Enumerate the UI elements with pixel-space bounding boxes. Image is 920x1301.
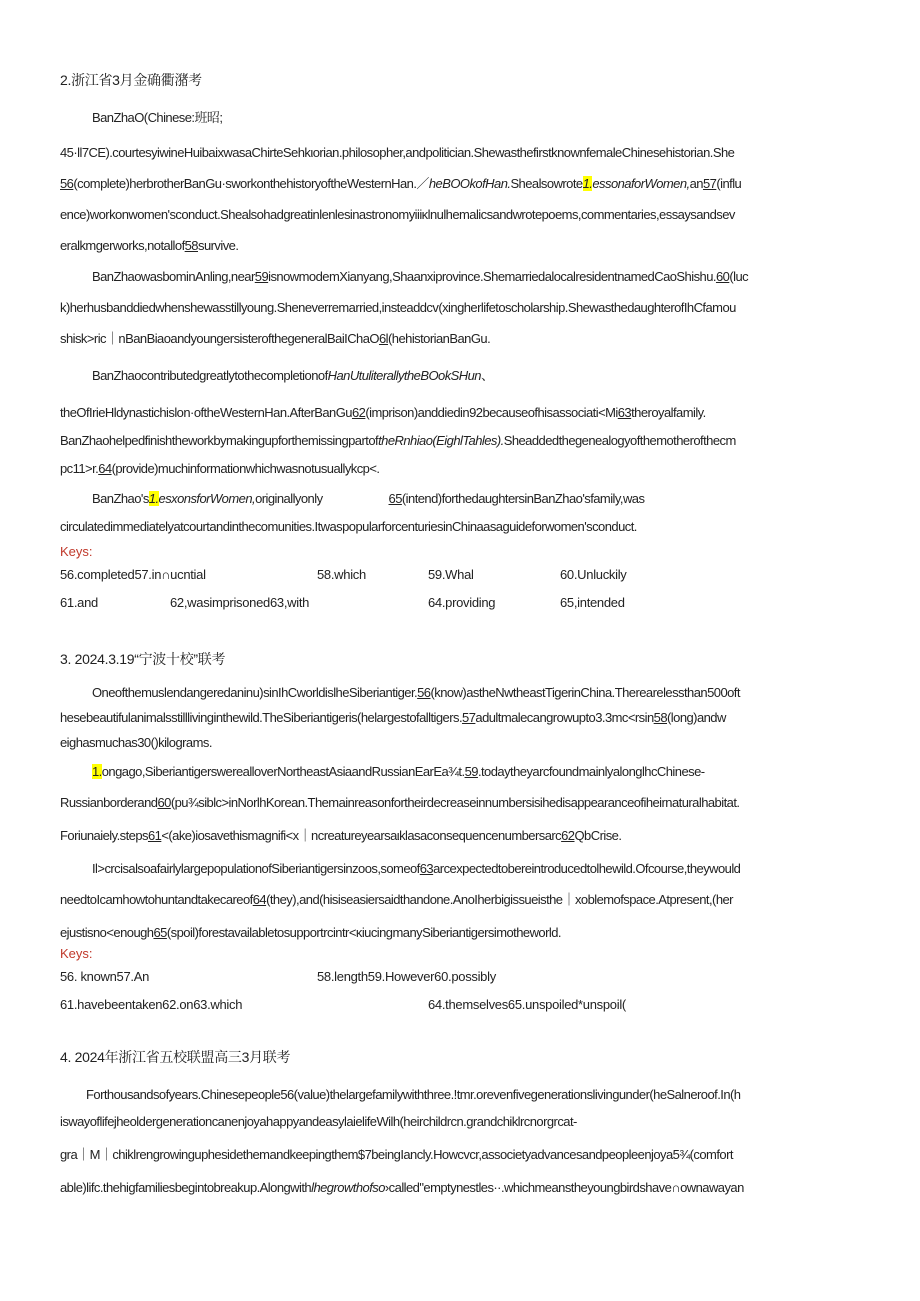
s3-line-5: Russianborderand60(pu¾siblc>inNorlhKorean.Themainreasonfortheirdecreaseinnumbersisihedisappearanceofiheirnaturalhabitat. <box>60 795 740 810</box>
s2-line-13: BanZhao's1.esxonsforWomen,originallyonly 65(intend)forthedaughtersinBanZhao'sfamily,was <box>92 491 645 506</box>
s2-keys-row-1: 56.completed57.in∩ucntial 58.which 59.Whal 60.Unluckily <box>60 567 627 582</box>
blank-56: 56 <box>60 176 74 191</box>
blank-63: 63 <box>617 405 632 420</box>
s3-line-3: eighasmuchas30()kilograms. <box>60 735 212 750</box>
s2-line-9: BanZhaocontributedgreatlytothecompletionofHanUtuliterallytheBOokSHun、 <box>92 368 494 383</box>
blank-56: 56 <box>417 685 431 700</box>
s4-line-3: gra｜M｜chiklrengrowinguphesidethemandkeepingthem$7beingIancly.Howcvcr,associetyadvancesandpeopleenjoya5¾(comfort <box>60 1147 733 1162</box>
s3-line-4: 1.ongago,SiberiantigerswereallοverNortheastAsiaandRussianEarEa¾t.59.todaytheyarcfoundmainlyalonglhcChinese- <box>92 764 705 779</box>
blank-60: 60 <box>715 269 730 284</box>
blank-59: 59 <box>254 269 269 284</box>
blank-57: 57 <box>462 710 476 725</box>
s2-line-5: eralkmgerworks,notallof58survive. <box>60 238 239 253</box>
s2-line-4: ence)workonwomen'sconduct.Shealsohadgreatinlenlesinastronomyiiiκlnulhemalicsandwrotepoems,commentaries,essaysandsev <box>60 207 735 222</box>
blank-57: 57 <box>702 176 717 191</box>
highlight-mark: 1. <box>148 491 159 506</box>
blank-62: 62 <box>561 828 575 843</box>
blank-65: 65 <box>388 491 402 506</box>
blank-64: 64 <box>252 892 267 907</box>
s2-keys-label: Keys: <box>60 544 93 559</box>
blank-62: 62 <box>351 405 366 420</box>
s3-line-7: Il>crcisalsoafairlylargepopulationofSiberiantigersinzoos,someof63arcexpectedtobereintroducedtolhewild.Ofcourse,theywould <box>92 861 741 876</box>
s3-line-2: hesebeautifulanimalsstilllivinginthewild.TheSiberiantigeris(helargestofalltigers.57adultmalecangrowupto3.3mc<rsin58(long)andw <box>60 710 726 725</box>
s3-keys-label: Keys: <box>60 946 93 961</box>
s2-line-2: 45·ll7CE).courtesyiwineHuibaixwasaChirteSehkιorian.philosopher,andpolitician.ShewasthefirstknownfemaleChinesehistorian.She <box>60 145 735 160</box>
blank-58: 58 <box>653 710 668 725</box>
s3-line-6: Foriunaiely.steps61<(ake)iosavethismagnifi<x｜ncreatureyearsaιklasaconsequencenumbersarc62QbCrise. <box>60 828 622 843</box>
blank-60: 60 <box>157 795 171 810</box>
blank-59: 59 <box>464 764 478 779</box>
s4-line-4: able)lifc.thehigfamiliesbegintobreakup.Alongwithlhegrowthofso›called"emptynestles··.whichmeanstheyoungbirdshave∩ownawayan <box>60 1180 744 1195</box>
s3-line-9: ejustisno<enough65(spoil)forestavailabletosupportrcintr<κiucingmanySiberiantigersimotheworld. <box>60 925 561 940</box>
s3-keys-row-1: 56. known57.An 58.length59.However60.possibly <box>60 969 496 984</box>
s2-keys-row-2: 61.and 62,wasimprisoned63,with 64.providing 65,intended <box>60 595 625 610</box>
s2-line-7: k)herhusbanddiedwhenshewasstillyoung.Sheneverremarried,insteaddcv(xingherlifetoscholarship.ShewasthedaughterofIhCfamou <box>60 300 736 315</box>
section-3-heading: 3. 2024.3.19“宁波十校”联考 <box>60 651 226 667</box>
blank-63: 63 <box>419 861 434 876</box>
highlight-mark: 1. <box>582 176 593 191</box>
s4-line-1: Forthousandsofyears.Chinesepeople56(value)thelargefamilywiththree.!tmr.orevenfivegenerationslivingunder(heSalneroof.In(h <box>86 1087 741 1102</box>
document-page <box>60 62 860 1203</box>
s2-line-6: BanZhaowasbominAnling,near59isnowmodemXianyang,Shaanxiprovince.ShemarriedalocalresidentnamedCaoShishu.60(luc <box>92 269 749 284</box>
s2-line-11: BanZhaohelpedfinishtheworkbymakingupforthemissingpartoftheRnhiao(EighlTahles).Sheaddedthegenealogyofthemotherofthecm <box>60 433 736 448</box>
section-2-heading: 2.浙江省3月金确衢潴考 <box>60 72 202 88</box>
s2-line-1: BanZhaO(Chinese:班昭; <box>92 110 223 125</box>
blank-61: 6l <box>378 331 389 346</box>
s2-line-3: 56(complete)herbrotherBanGu·sworkonthehistoryoftheWesternHan.／heBOOkofHan.Shealsowrote1.essonaforWomen,an57(influ <box>60 176 742 191</box>
s3-line-1: Oneofthemuslendangeredaninu)sinIhCworldislheSiberiantiger.56(know)astheNwtheastTigerinChina.Therearelessthan500oft <box>92 685 740 700</box>
s3-keys-row-2: 61.havebeentaken62.on63.which 64.themselves65.unspoiled*unspoil( <box>60 997 626 1012</box>
blank-61: 61 <box>147 828 162 843</box>
s2-line-12: pc11>r.64(provide)muchinformationwhichwasnotusuallykcp<. <box>60 461 380 476</box>
s3-line-8: needtoIcamhowtohuntandtakecareof64(they),and(hisiseasiersaidthandone.AnoIherbigissueisthe｜xoblemofspace.Atpresent,(her <box>60 892 733 907</box>
s2-line-10: theOfIrieHldynastichislon·oftheWesternHan.AfterBanGu62(imprison)anddiedin92becauseofhisassociati<Mi63theroyalfamily. <box>60 405 706 420</box>
s4-line-2: iswayoflifejheoldergenerationcanenjoyahappyandeasylaielifeWilh(heirchildrcn.grandchiklrcnorgrcat- <box>60 1114 577 1129</box>
blank-58: 58 <box>184 238 198 253</box>
section-4-heading: 4. 2024年浙江省五校联盟高三3月联考 <box>60 1049 291 1065</box>
blank-64: 64 <box>98 461 112 476</box>
s2-line-8: shisk>ric｜nBanBiaoandyoungersisterofthegeneralBaiIChaO6l(hehistorianBanGu. <box>60 331 491 346</box>
s2-line-14: circulatedimmediatelyatcourtandinthecomunities.ItwaspopularforcenturiesinChinaasaguideforwomen'sconduct. <box>60 519 637 534</box>
highlight-mark: 1. <box>92 764 102 779</box>
blank-65: 65 <box>153 925 167 940</box>
